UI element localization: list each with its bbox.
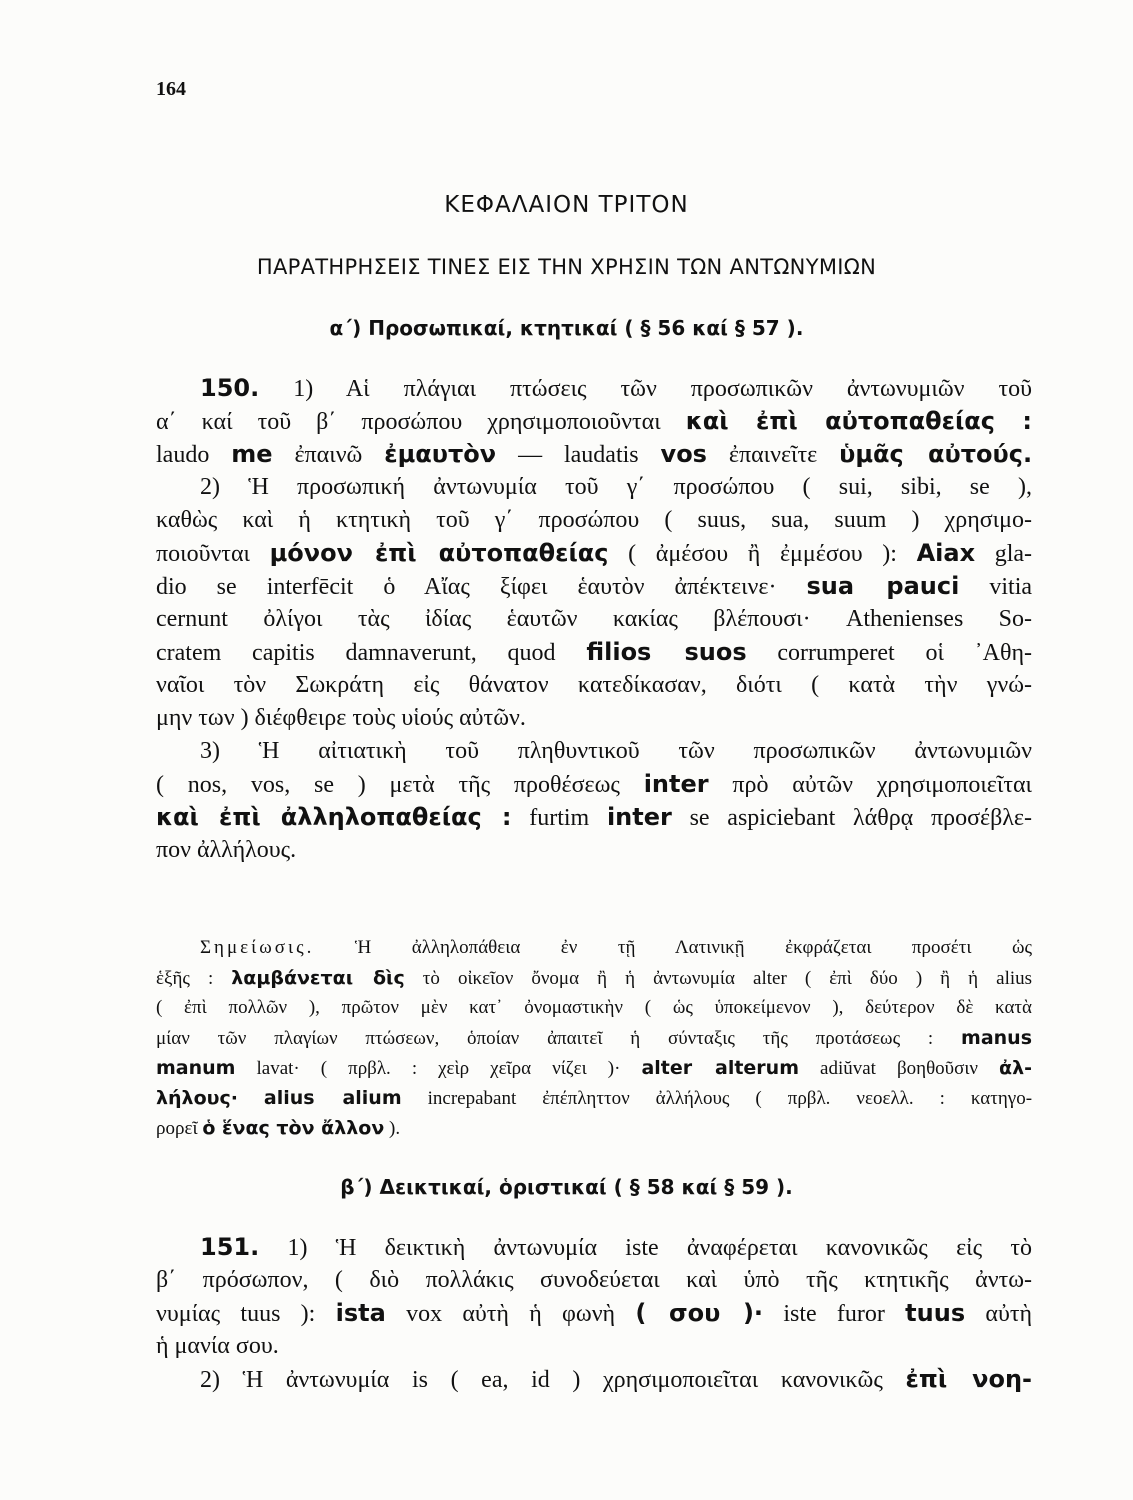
text-line: ποιοῦνται μόνον ἐπὶ αὐτοπαθείας ( ἀμέσου ἢ ἐμμέσου ): Aiax gla- [156, 539, 1033, 567]
note-line: λήλους· alius alium increpabant ἐπέπληττον ἀλλήλους ( πρβλ. νεοελλ. : κατηγο- [156, 1087, 1033, 1109]
note-line: ἑξῆς : λαμβάνεται δὶς τὸ οἰκεῖον ὄνομα ἢ ἡ ἀντωνυμία alter ( ἐπὶ δύο ) ἢ ἡ alius [156, 967, 1033, 989]
paragraph-151 [156, 1231, 1032, 1396]
text-line: cernunt ὀλίγοι τὰς ἰδίας ἑαυτῶν κακίας βλέπουσι· Athenienses So- [156, 606, 1032, 632]
text-line: β΄ πρόσωπον, ( διὸ πολλάκις συνοδεύεται καὶ ὑπὸ τῆς κτητικῆς ἀντω- [156, 1267, 1032, 1293]
text-line: 3) Ἡ αἰτιατικὴ τοῦ πληθυντικοῦ τῶν προσωπικῶν ἀντωνυμιῶν [200, 738, 1032, 764]
text-line: ἡ μανία σου. [156, 1333, 279, 1359]
text-line: 2) Ἡ ἀντωνυμία is ( ea, id ) χρησιμοποιεῖται κανονικῶς ἐπὶ νοη- [200, 1365, 1033, 1393]
text-line: α΄ καί τοῦ β΄ προσώπου χρησιμοποιοῦνται καὶ ἐπὶ αὐτοπαθείας : [156, 407, 1033, 435]
paragraph-150 [156, 372, 1032, 867]
note-line: ρορεῖ ὁ ἕνας τὸν ἄλλον ). [156, 1117, 401, 1139]
note-label: Σημείωσις. [200, 937, 315, 958]
text-line: καθὼς καὶ ἡ κτητικὴ τοῦ γ΄ προσώπου ( suus, sua, suum ) χρησιμο- [156, 507, 1032, 533]
note-block [156, 933, 1032, 1143]
paragraph-number: 150. [200, 374, 260, 402]
text-line: cratem capitis damnaverunt, quod filios suos corrumperet οἱ ᾿Αθη- [156, 638, 1033, 666]
text-line: νυμίας tuus ): ista vox αὐτὴ ἡ φωνὴ ( σου )· iste furor tuus αὐτὴ [156, 1299, 1033, 1327]
note-line: Σημείωσις. Ἡ ἀλληλοπάθεια ἐν τῇ Λατινικῇ ἐκφράζεται προσέτι ὡς [200, 937, 1033, 958]
section-heading-demonstrative-definite: β΄) Δεικτικαί, ὁριστικαί ( § 58 καί § 59 ). [340, 1175, 793, 1199]
text-line: ( nos, vos, se ) μετὰ τῆς προθέσεως inter πρὸ αὐτῶν χρησιμοποιεῖται [156, 770, 1033, 798]
note-line: ( ἐπὶ πολλῶν ), πρῶτον μὲν κατ᾽ ὀνομαστικὴν ( ὡς ὑποκείμενον ), δεύτερον δὲ κατὰ [156, 997, 1032, 1018]
text-line: μην των ) διέφθειρε τοὺς υἱούς αὐτῶν. [156, 705, 526, 731]
text-line: 150. 1) Αἱ πλάγιαι πτώσεις τῶν προσωπικῶν ἀντωνυμιῶν τοῦ [200, 374, 1033, 402]
text-line: πον ἀλλήλους. [156, 837, 297, 863]
text-line: ναῖοι τὸν Σωκράτη εἰς θάνατον κατεδίκασαν, διότι ( κατὰ τὴν γνώ- [156, 672, 1032, 698]
text-line: dio se interfēcit ὁ Αἴας ξίφει ἑαυτὸν ἀπέκτεινε· sua pauci vitia [156, 572, 1033, 600]
chapter-subtitle: ΠΑΡΑΤΗΡΗΣΕΙΣ ΤΙΝΕΣ ΕΙΣ ΤΗΝ ΧΡΗΣΙΝ ΤΩΝ ΑΝΤΩΝΥΜΙΩΝ [256, 255, 877, 279]
text-line: 151. 1) Ἡ δεικτικὴ ἀντωνυμία iste ἀναφέρεται κανονικῶς εἰς τὸ [200, 1233, 1033, 1261]
paragraph-number: 151. [200, 1233, 260, 1261]
chapter-title: ΚΕΦΑΛΑΙΟΝ ΤΡΙΤΟΝ [444, 192, 689, 218]
note-line: μίαν τῶν πλαγίων πτώσεων, ὁποίαν ἀπαιτεῖ ἡ σύνταξις τῆς προτάσεως : manus [156, 1027, 1032, 1049]
page-number: 164 [156, 78, 186, 100]
text-line: laudo me ἐπαινῶ ἐμαυτὸν — laudatis vos ἐπαινεῖτε ὑμᾶς αὐτούς. [156, 440, 1033, 468]
text-line: 2) Ἡ προσωπική ἀντωνυμία τοῦ γ΄ προσώπου ( sui, sibi, se ), [200, 474, 1032, 500]
text-line: καὶ ἐπὶ ἀλληλοπαθείας : furtim inter se aspiciebant λάθρᾳ προσέβλε- [156, 803, 1033, 831]
note-line: manum lavat· ( πρβλ. : χεὶρ χεῖρα νίζει )· alter alterum adiŭvat βοηθοῦσιν ἀλ- [156, 1057, 1033, 1079]
section-heading-personal-possessive: α΄) Προσωπικαί, κτητικαί ( § 56 καί § 57 ). [329, 316, 804, 340]
